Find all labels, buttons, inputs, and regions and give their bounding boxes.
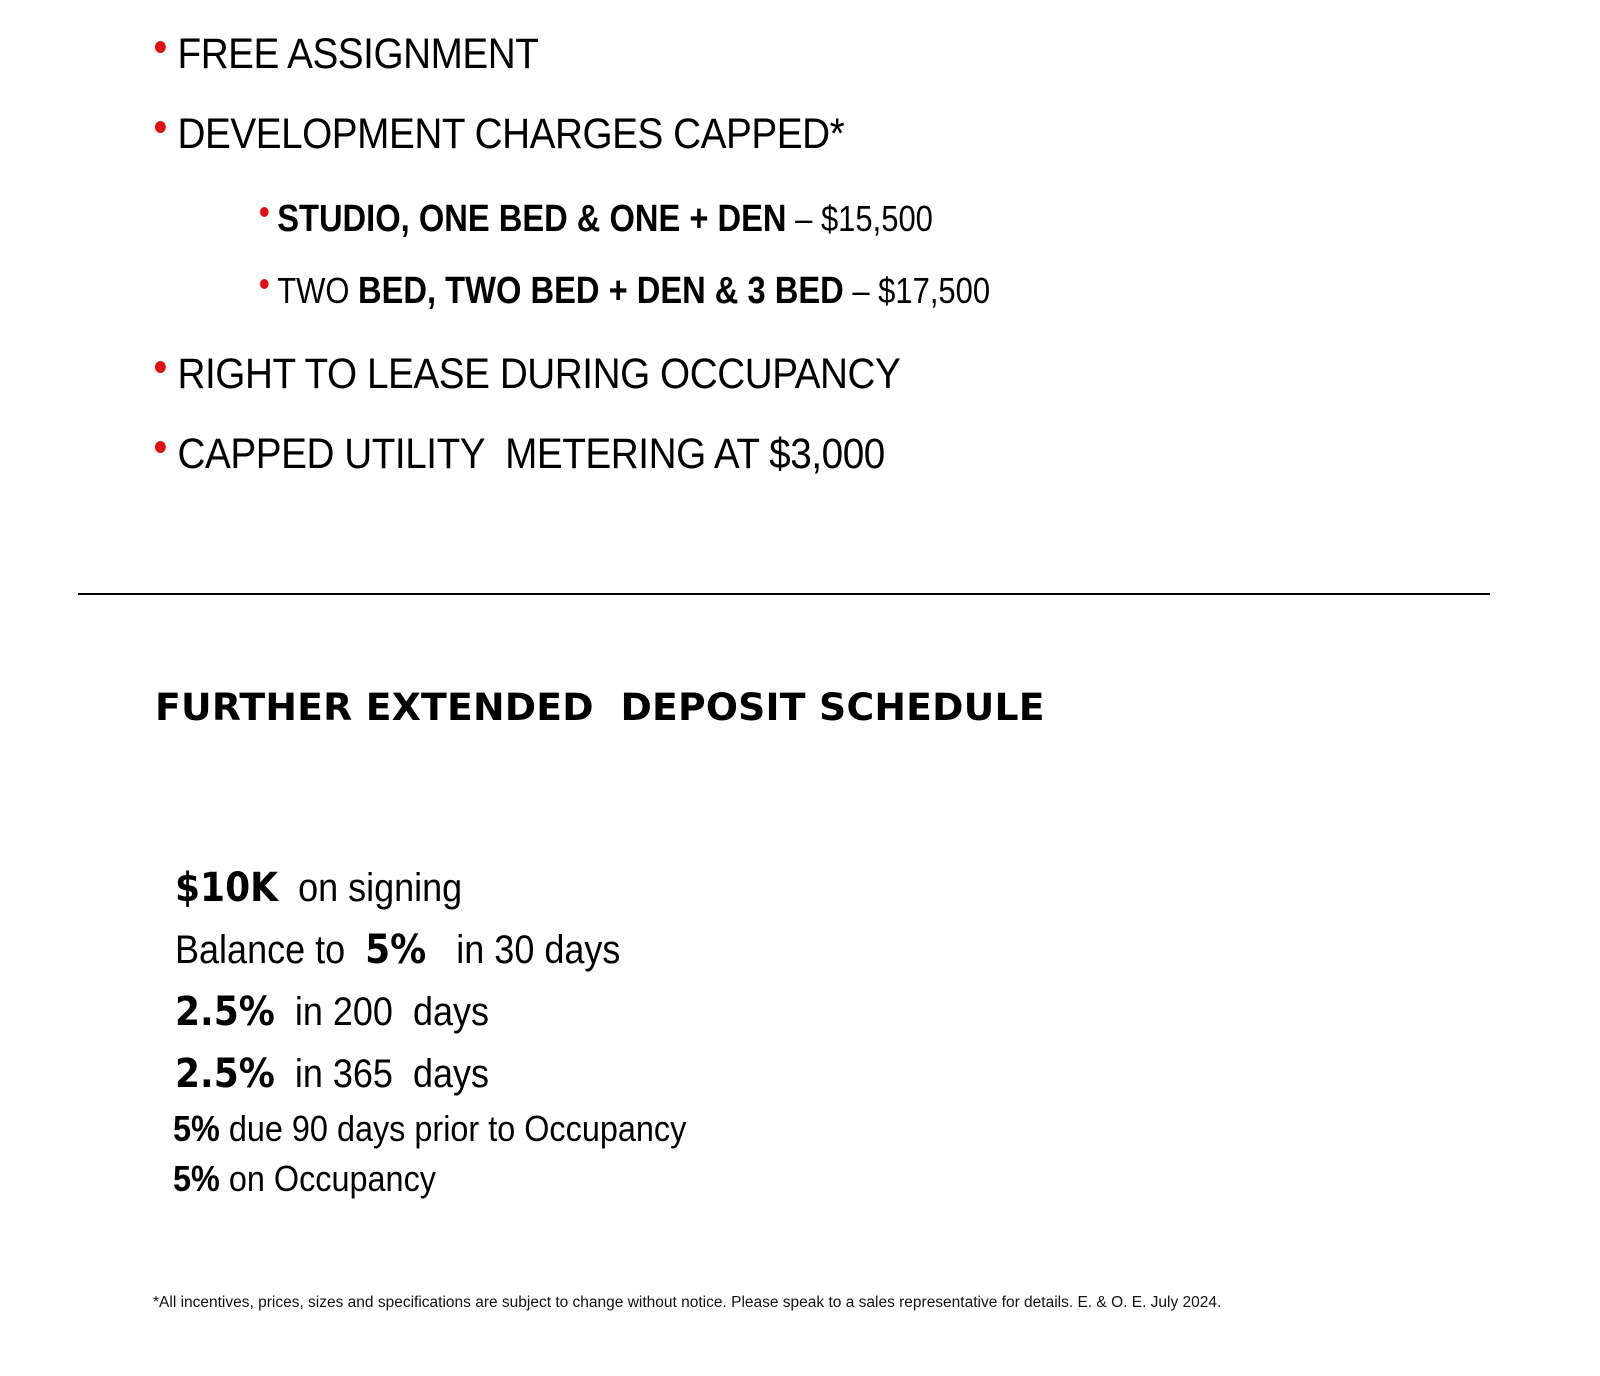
deposit-term: on Occupancy [219, 1158, 436, 1199]
deposit-amount: 5% [173, 1158, 220, 1199]
deposit-schedule-title: FURTHER EXTENDED DEPOSIT SCHEDULE [155, 686, 1045, 729]
deposit-amount: 5% [173, 1108, 220, 1149]
deposit-term: in 30 days [426, 928, 621, 972]
incentive-item-development-charges [155, 110, 844, 159]
deposit-amount: 5% [365, 927, 427, 973]
bullet-icon [155, 41, 166, 53]
deposit-amount: 2.5% [175, 1051, 275, 1097]
charge-price: $17,500 [878, 270, 991, 311]
incentive-label: DEVELOPMENT CHARGES CAPPED* [177, 110, 845, 158]
deposit-term: due 90 days prior to Occupancy [219, 1108, 687, 1149]
deposit-term: in 365 days [274, 1052, 489, 1096]
incentive-item-right-to-lease [155, 350, 900, 399]
bullet-icon [155, 121, 166, 133]
development-charge-item-small-units [260, 198, 933, 241]
bullet-icon [260, 207, 269, 217]
separator: – [843, 270, 879, 311]
deposit-term: on signing [278, 866, 463, 910]
disclaimer-footnote: *All incentives, prices, sizes and specifications are subject to change without notice. Please speak to a sales representative for details. E. & O. E. July 2024. [153, 1294, 1222, 1311]
development-charge-item-large-units [260, 270, 990, 313]
unit-prefix: TWO [277, 270, 359, 311]
incentive-item-free-assignment [155, 30, 538, 79]
unit-types: STUDIO, ONE BED & ONE + DEN [277, 198, 787, 240]
incentive-label: RIGHT TO LEASE DURING OCCUPANCY [177, 350, 901, 398]
incentive-label: CAPPED UTILITY METERING AT $3,000 [177, 430, 885, 478]
deposit-amount: $10K [175, 865, 279, 911]
unit-types: BED, TWO BED + DEN & 3 BED [358, 270, 844, 312]
incentive-item-capped-utility [155, 430, 885, 479]
charge-price: $15,500 [820, 198, 933, 239]
bullet-icon [260, 279, 269, 289]
deposit-term: in 200 days [274, 990, 489, 1034]
separator: – [786, 198, 821, 239]
incentive-label: FREE ASSIGNMENT [177, 30, 539, 78]
deposit-amount: 2.5% [175, 989, 275, 1035]
deposit-row [155, 1116, 436, 1200]
section-divider [78, 593, 1490, 595]
bullet-icon [155, 441, 166, 453]
deposit-row-prefix: Balance to [175, 928, 366, 972]
bullet-icon [155, 361, 166, 373]
